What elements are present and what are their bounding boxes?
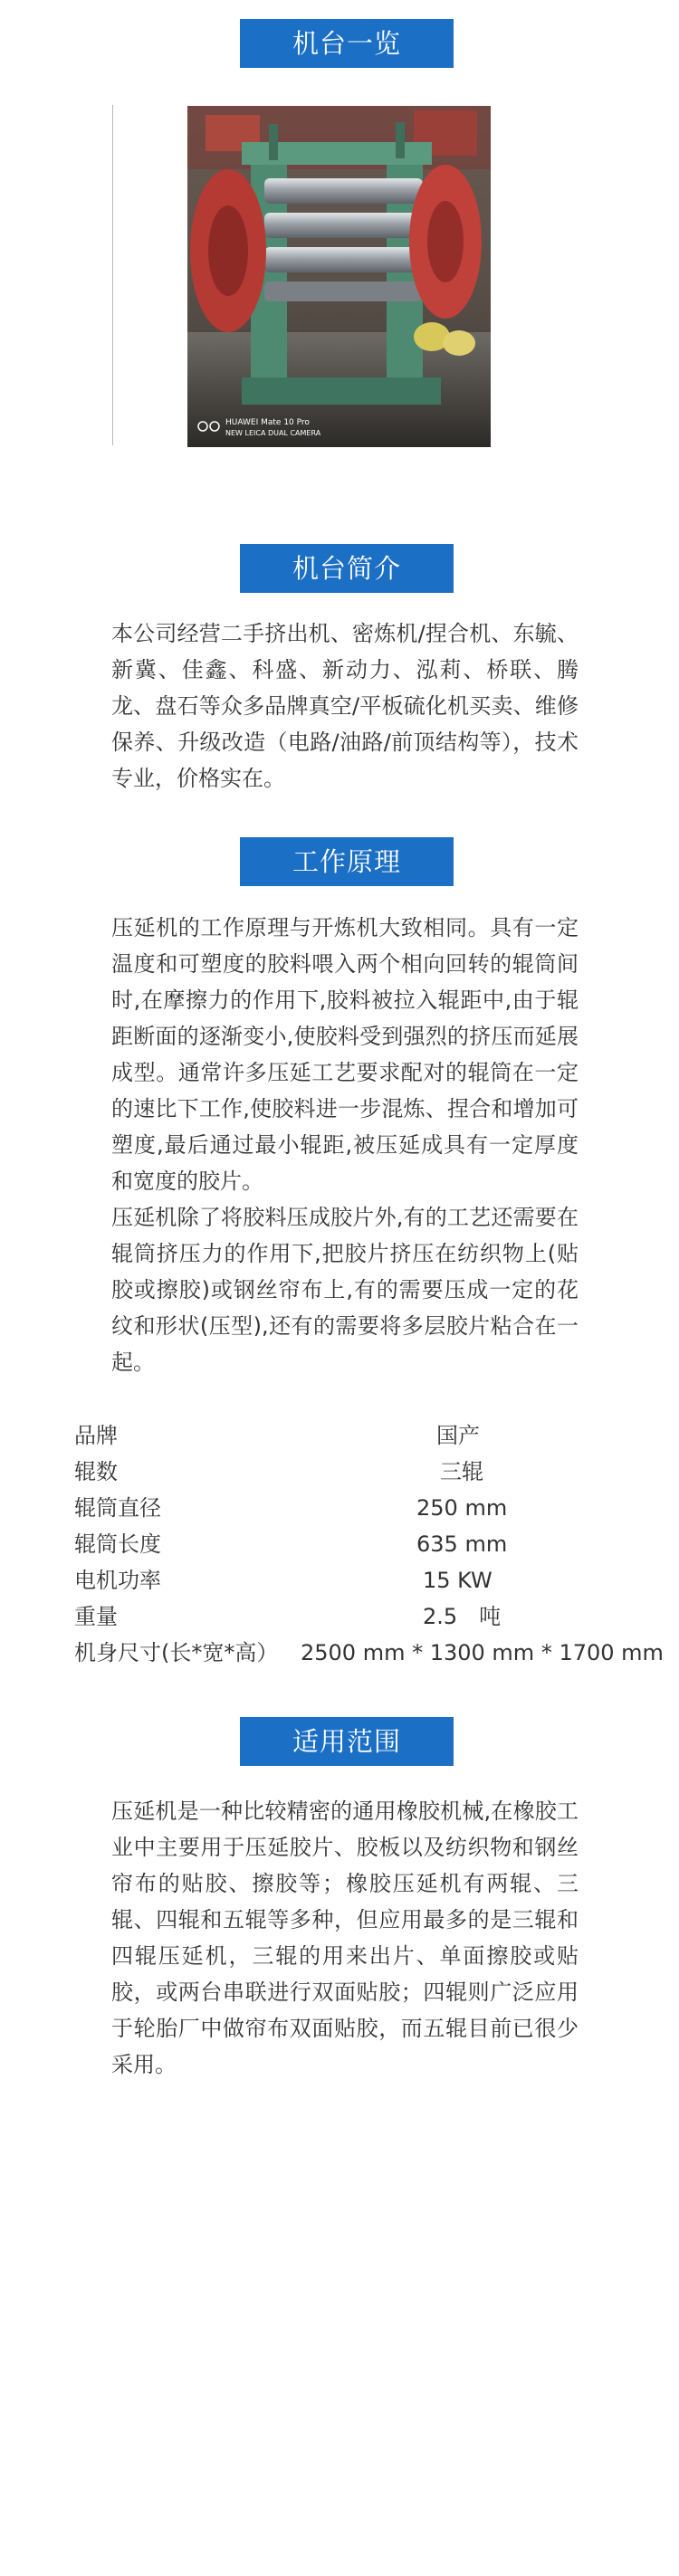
section-title-intro: 机台简介	[240, 544, 454, 593]
spec-value: 国产	[436, 1423, 480, 1448]
spec-label: 机身尺寸(长*宽*高）	[74, 1640, 279, 1665]
spec-label: 辊筒长度	[74, 1531, 161, 1557]
principle-paragraph-1: 压延机的工作原理与开炼机大致相同。具有一定温度和可塑度的胶料喂入两个相向回转的辊筒间时,在摩擦力的作用下,胶料被拉入辊距中,由于辊距断面的逐渐变小,使胶料受到强烈的挤压而延展成型。通常许多压延工艺要求配对的辊筒在一定的速比下工作,使胶料进一步混炼、捏合和增加可塑度,最后通过最小辊距,被压延成具有一定厚度和宽度的胶片。	[111, 915, 579, 1194]
divider-line	[112, 105, 113, 445]
spec-label: 辊数	[74, 1459, 118, 1484]
machine-photo	[187, 106, 491, 447]
spec-label: 电机功率	[74, 1568, 161, 1593]
spec-value: 2.5 吨	[423, 1604, 502, 1629]
spec-row-dimensions	[74, 1635, 672, 1671]
spec-label: 重量	[74, 1604, 118, 1629]
camera-watermark-line1: HUAWEI Mate 10 Pro	[225, 418, 310, 427]
spec-row-brand	[74, 1417, 672, 1454]
camera-watermark-line2: NEW LEICA DUAL CAMERA	[225, 429, 321, 437]
section-title-overview: 机台一览	[240, 19, 454, 68]
principle-paragraph-2: 压延机除了将胶料压成胶片外,有的工艺还需要在辊筒挤压力的作用下,把胶片挤压在纺织物上(贴胶或擦胶)或钢丝帘布上,有的需要压成一定的花纹和形状(压型),还有的需要将多层胶片粘合在一起。	[111, 1205, 579, 1375]
spec-value: 250 mm	[416, 1495, 508, 1521]
spec-row-power	[74, 1562, 672, 1598]
scope-text: 压延机是一种比较精密的通用橡胶机械,在橡胶工业中主要用于压延胶片、胶板以及纺织物和钢丝帘布的贴胶、擦胶等；橡胶压延机有两辊、三辊、四辊和五辊等多种，但应用最多的是三辊和四辊压延机，三辊的用来出片、单面擦胶或贴胶，或两台串联进行双面贴胶；四辊则广泛应用于轮胎厂中做帘布双面贴胶，而五辊目前已很少采用。	[111, 1798, 579, 2077]
spec-row-length	[74, 1526, 672, 1562]
spec-value: 2500 mm * 1300 mm * 1700 mm	[301, 1640, 664, 1665]
spec-row-weight	[74, 1598, 672, 1635]
intro-text: 本公司经营二手挤出机、密炼机/捏合机、东毓、新冀、佳鑫、科盛、新动力、泓莉、桥联、腾龙、盘石等众多品牌真空/平板硫化机买卖、维修保养、升级改造（电路/油路/前顶结构等），技术专业，价格实在。	[111, 621, 579, 791]
spec-value: 635 mm	[416, 1531, 508, 1557]
spec-row-diameter	[74, 1490, 672, 1526]
spec-value: 15 KW	[423, 1568, 493, 1593]
spec-table	[74, 1417, 672, 1671]
section-title-principle: 工作原理	[240, 837, 454, 886]
section-title-scope: 适用范围	[240, 1717, 454, 1766]
spec-label: 辊筒直径	[74, 1495, 161, 1521]
spec-value: 三辊	[440, 1459, 483, 1484]
spec-label: 品牌	[74, 1423, 118, 1448]
spec-row-rolls	[74, 1454, 672, 1490]
